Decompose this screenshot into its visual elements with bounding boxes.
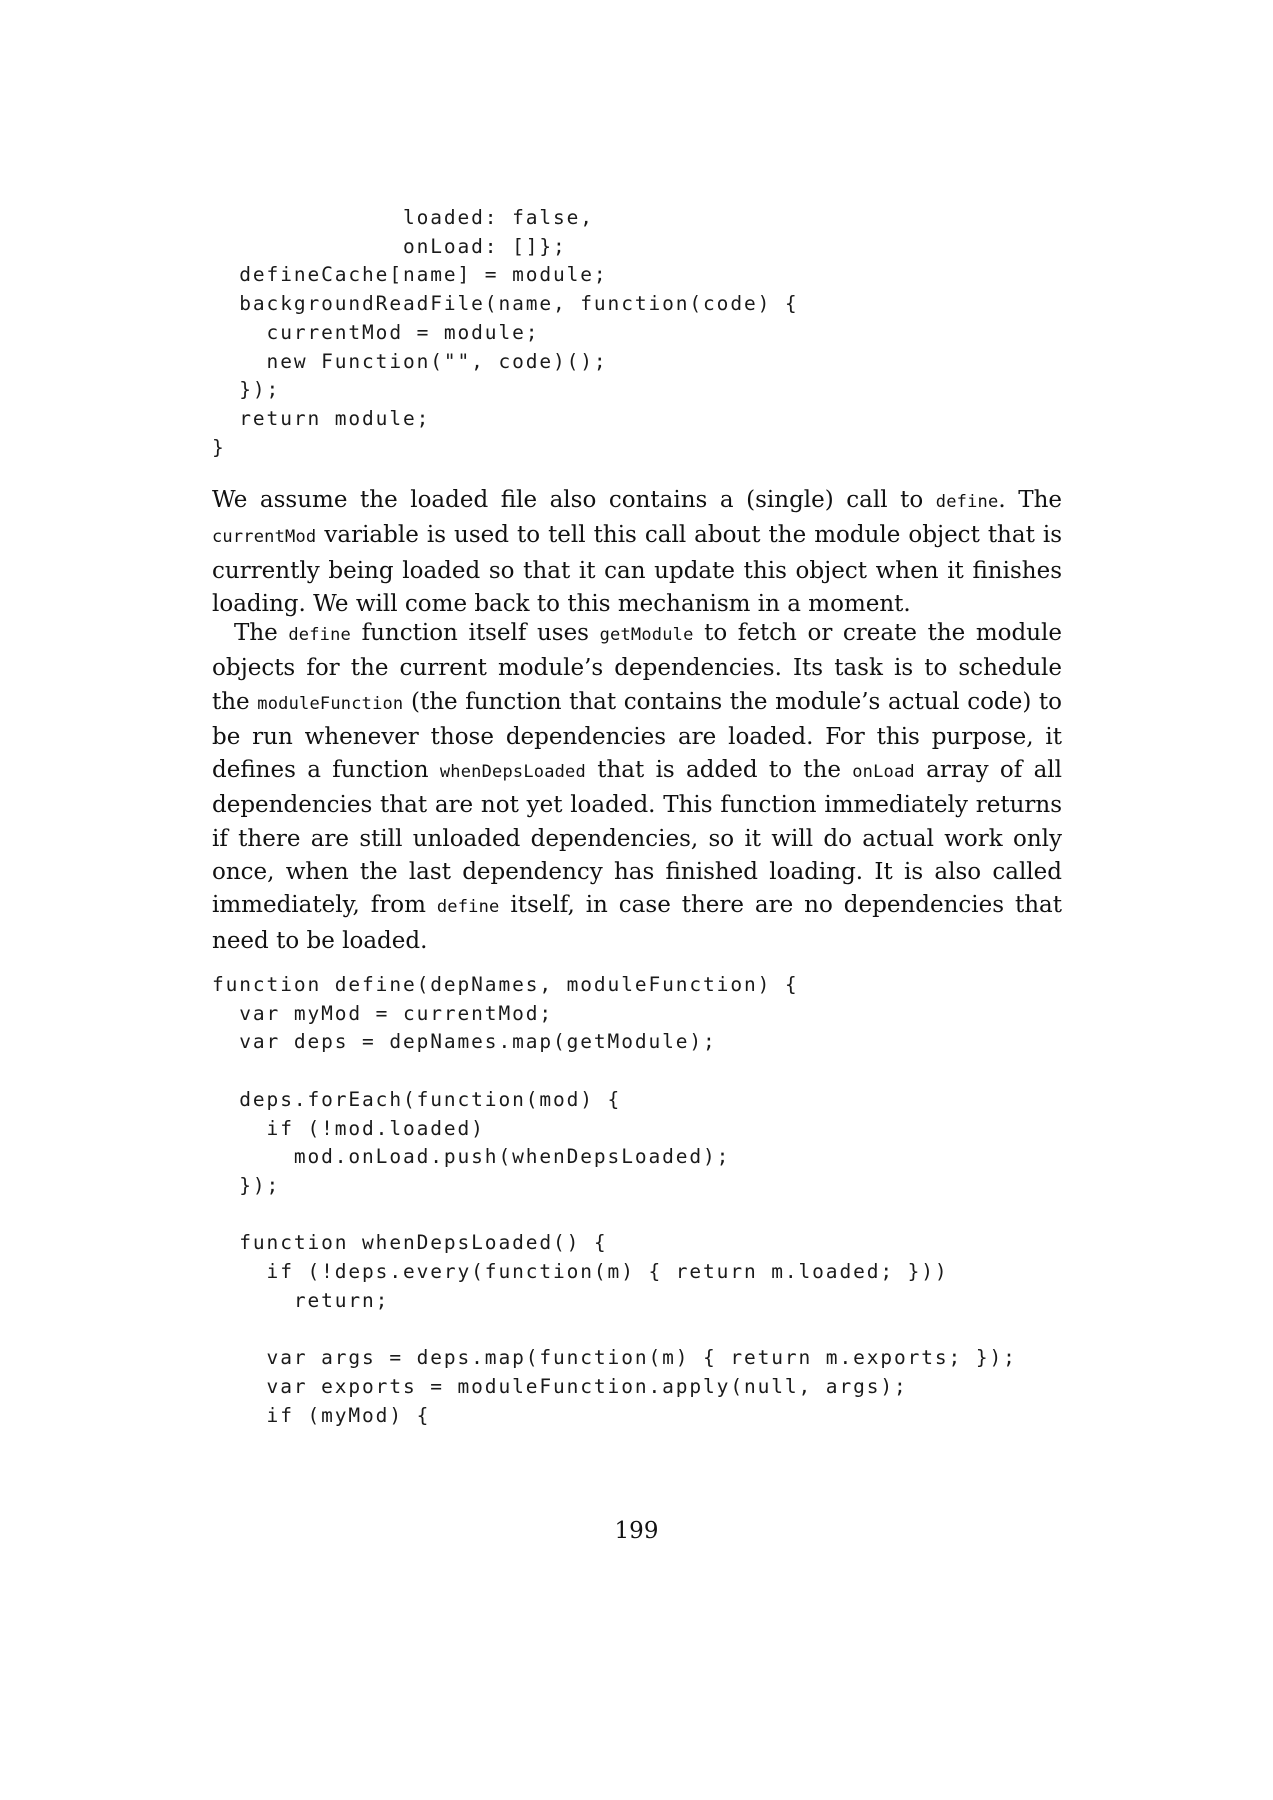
code-line: return; <box>212 1288 390 1312</box>
code-line: new Function("", code)(); <box>212 349 608 373</box>
paragraph-text: We assume the loaded file also contains a (single) call to <box>212 487 936 513</box>
code-line: if (myMod) { <box>212 1403 431 1427</box>
paragraph-text: . The <box>998 487 1063 513</box>
code-line: currentMod = module; <box>212 320 540 344</box>
code-line: var exports = moduleFunction.apply(null, args); <box>212 1374 908 1398</box>
code-line: defineCache[name] = module; <box>212 263 608 287</box>
code-line: var args = deps.map(function(m) { return m.exports; }); <box>212 1346 1017 1370</box>
code-line: if (!deps.every(function(m) { return m.loaded; })) <box>212 1260 949 1283</box>
paragraph-define-call <box>212 484 1062 621</box>
paragraph-text: that is added to the <box>585 757 853 784</box>
code-line: if (!mod.loaded) <box>212 1116 485 1140</box>
inline-code: moduleFunction <box>257 693 404 714</box>
code-line <box>212 1057 1017 1086</box>
code-line: mod.onLoad.push(whenDepsLoaded); <box>212 1145 731 1169</box>
code-line: return module; <box>212 406 431 430</box>
inline-code: currentMod <box>212 527 317 548</box>
inline-code: define <box>935 492 999 512</box>
code-line: function whenDepsLoaded() { <box>212 1231 608 1255</box>
paragraph-text: The <box>234 620 289 646</box>
code-block-define <box>212 971 1017 1430</box>
code-line: loaded: false, <box>212 206 594 229</box>
paragraph-text: itself, in case there are no dependencies that need to be loaded. <box>212 892 1062 954</box>
code-line: var myMod = currentMod; <box>212 1001 553 1025</box>
paragraph-text: function itself uses <box>350 620 600 646</box>
page-number: 199 <box>614 1518 659 1544</box>
paragraph-text: (the function that contains the module’s actual code) to be run whenever those dependencies are loaded. For this purpose, it defines a function <box>212 688 1063 784</box>
inline-code: whenDepsLoaded <box>439 762 586 783</box>
inline-code: getModule <box>599 625 694 645</box>
code-line <box>212 1315 1017 1344</box>
code-line: onLoad: []}; <box>212 234 567 258</box>
code-line: var deps = depNames.map(getModule); <box>212 1030 717 1054</box>
code-line: function define(depNames, moduleFunction) { <box>212 973 799 996</box>
inline-code: onLoad <box>852 762 915 783</box>
code-line: }); <box>212 1173 281 1197</box>
code-line: backgroundReadFile(name, function(code) { <box>212 292 799 316</box>
paragraph-define-function <box>212 617 1062 958</box>
inline-code: define <box>288 625 351 645</box>
code-line: deps.forEach(function(mod) { <box>212 1087 622 1111</box>
inline-code: define <box>436 897 500 918</box>
code-block-get-module-end <box>212 204 799 462</box>
code-line <box>212 1201 1017 1230</box>
paragraph-text: array of all dependencies that are not yet loaded. This function immediately returns if there are still unloaded dependencies, so it will do actual work only once, when the last dependency has finished loading. It is also called immediately, from <box>212 757 1062 919</box>
code-line: } <box>212 435 226 459</box>
code-line: }); <box>212 378 281 402</box>
paragraph-text: to fetch or create the module objects for the current module’s dependencies. Its task is to schedule the <box>212 620 1063 715</box>
paragraph-text: variable is used to tell this call about the module object that is currently being loaded so that it can update this object when it finishes loading. We will come back to this mechanism in a moment. <box>212 522 1062 617</box>
